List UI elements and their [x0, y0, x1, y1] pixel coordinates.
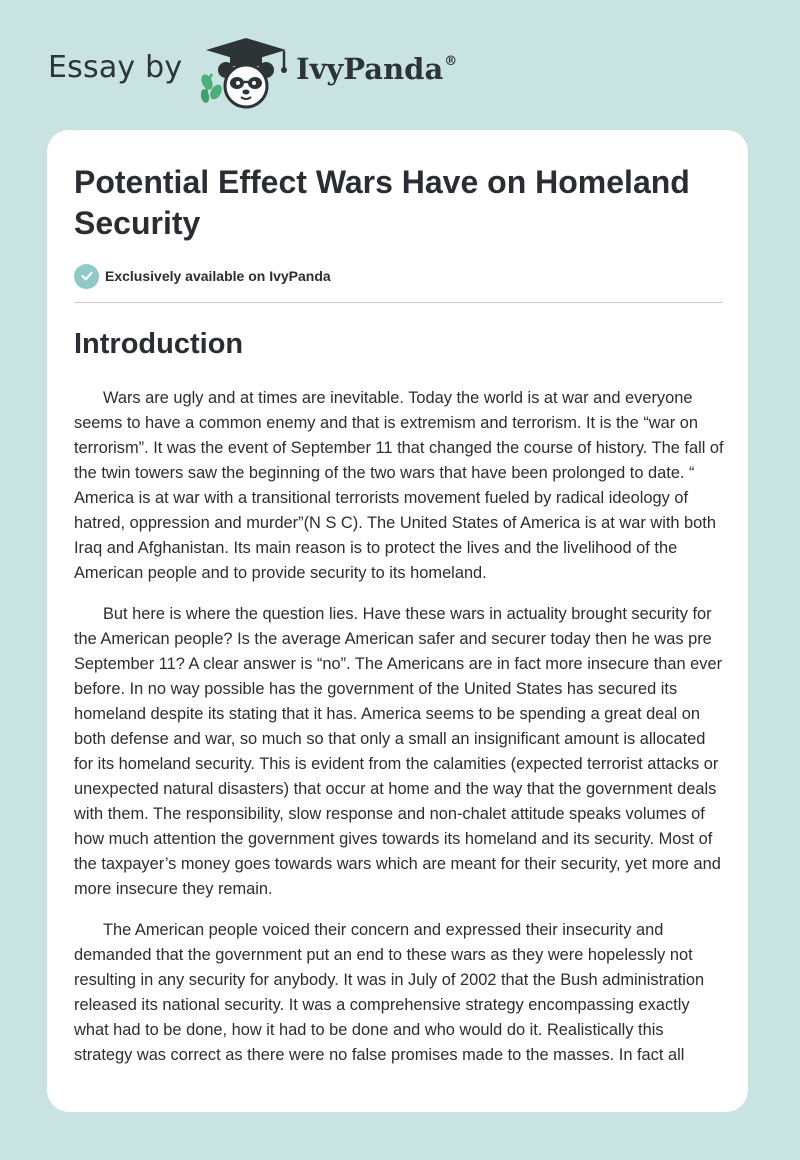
- essay-body: [74, 386, 724, 1084]
- paragraph: The American people voiced their concern and expressed their insecurity and demanded that the government put an end to these wars as they were hopelessly not resulting in any security for anybody. It was in July of 2002 that the Bush administration released its national security. It was a comprehensive strategy encompassing exactly what had to be done, how it had to be done and who would do it. Realistically this strategy was correct as there were no false promises made to the masses. In fact all: [74, 921, 705, 1064]
- paragraph: Wars are ugly and at times are inevitable. Today the world is at war and everyone seems to have a common enemy and that is extremism and terrorism. It is the “war on terrorism”. It was the event of September 11 that changed the course of history. The fall of the twin towers saw the beginning of the two wars that have been prolonged to date. “ America is at war with a transitional terrorists movement fueled by radical ideology of hatred, oppression and murder”(N S C). The United States of America is at war with both Iraq and Afghanistan. Its main reason is to protect the lives and the livelihood of the American people and to provide security to its homeland.: [74, 389, 724, 582]
- registered-mark: ®: [444, 54, 458, 69]
- site-header: [0, 0, 800, 120]
- paragraph: But here is where the question lies. Have these wars in actuality brought security for the American people? Is the average American safer and securer today then he was pre September 11? A clear answer is “no”. The Americans are in fact more insecure than ever before. In no way possible has the government of the United States has secured its homeland despite its stating that it has. America seems to be spending a great deal on both defense and war, so much so that only a small an insignificant amount is allocated for its homeland security. This is evident from the calamities (expected terrorist attacks or unexpected natural disasters) that occur at home and the way that the government deals with them. The responsibility, slow response and non-chalet attitude speaks volumes of how much attention the government gives towards its homeland and its security. Most of the taxpayer’s money goes towards wars which are meant for their security, yet more and more insecure they remain.: [74, 605, 723, 898]
- title-divider: [74, 302, 723, 303]
- exclusive-badge: [74, 263, 331, 289]
- section-heading: Introduction: [74, 328, 244, 360]
- check-circle-icon: [74, 264, 99, 289]
- brand-name: IvyPanda: [296, 52, 444, 86]
- badge-label: Exclusively available on IvyPanda: [105, 268, 331, 284]
- essay-by-label: Essay by: [48, 50, 183, 85]
- page-title: Potential Effect Wars Have on Homeland Security: [74, 164, 690, 241]
- panda-graduate-icon[interactable]: [200, 34, 292, 110]
- brand-logo-text[interactable]: [296, 52, 457, 86]
- essay-card: [47, 130, 748, 1112]
